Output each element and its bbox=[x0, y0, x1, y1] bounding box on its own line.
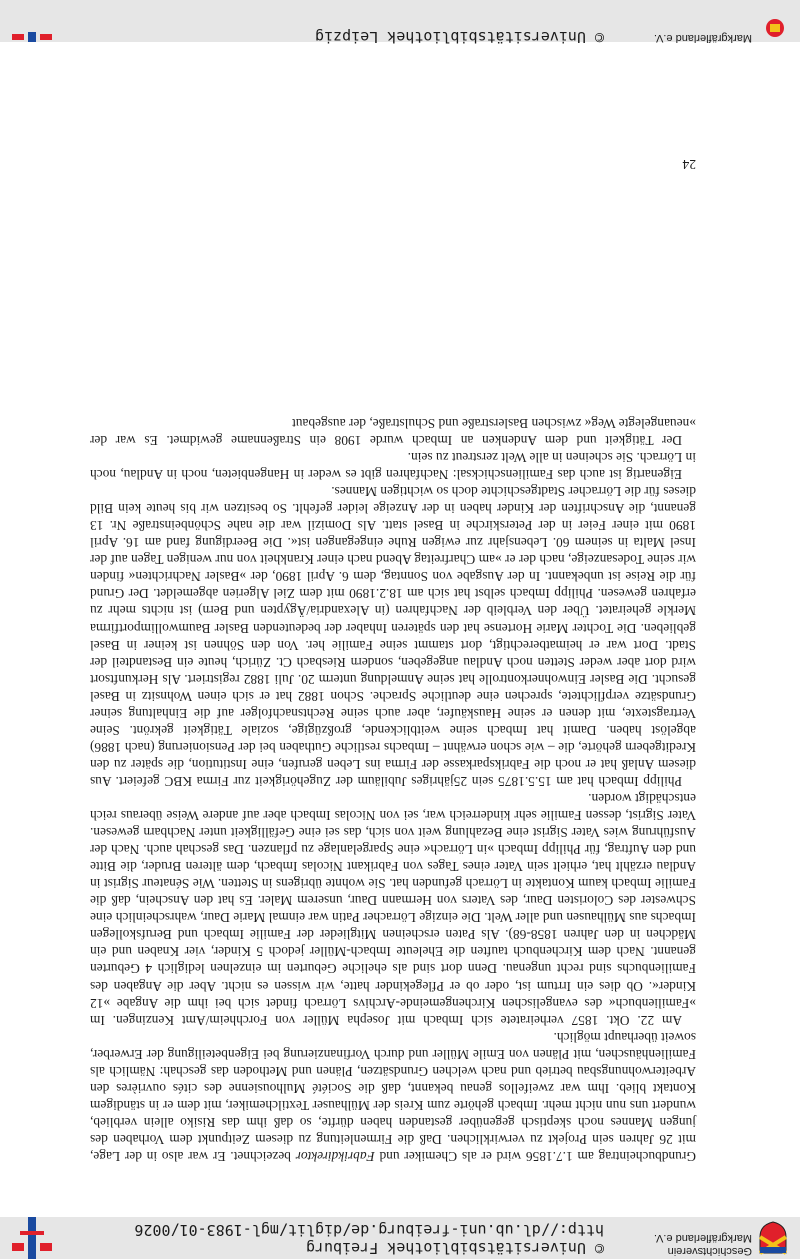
page-number: 24 bbox=[682, 157, 696, 172]
footer-society: Markgräflerland e.V. bbox=[653, 32, 752, 44]
header-bar bbox=[0, 1217, 800, 1259]
paragraph-5: Der Tätigkeit und dem Andenken an Imbach wurde 1908 ein Straßenname gewidmet. Es war der »neuangelegte Weg« zwischen Baslerstraße und Schulstraße, der ausgebaut bbox=[90, 415, 696, 449]
ub-logo-footer-icon bbox=[12, 0, 52, 42]
permalink-url[interactable]: http://dl.ub.uni-freiburg.de/diglit/mgl-1983-01/0026 bbox=[134, 1221, 604, 1239]
footer-library-credit: © Universitätsbibliothek Leipzig bbox=[315, 28, 604, 46]
library-credit: © Universitätsbibliothek Freiburg bbox=[305, 1239, 604, 1257]
society-line-1: Geschichtsverein bbox=[667, 1245, 752, 1257]
paragraph-1 bbox=[90, 1029, 696, 1165]
paragraph-1-text: Grundbucheintrag am 1.7.1856 wird er als Chemiker und bbox=[374, 1149, 696, 1164]
ub-logo-icon bbox=[12, 1217, 52, 1259]
footer-bar bbox=[0, 0, 800, 46]
society-crest-small-icon bbox=[754, 2, 790, 38]
document-body bbox=[90, 415, 696, 1165]
paragraph-3: Philipp Imbach hat am 15.5.1875 sein 25jähriges Jubiläum der Zugehörigkeit zur Firma KBC gefeiert. Aus diesem Anlaß hat er noch die Fabriksparkasse der Firma ins Leben gerufen, eine Institution, die später zu den Kreditgebern gehörte, die – wie schon erwähnt – Imbachs restliche Guthaben bei der Pensionierung (nach 1886) abgelöst haben. Damit hat Imbach seine weitblickende, großzügige, soziale Tätigkeit gekrönt. Seine Vertragstexte, mit denen er seine Hauskäufer, aber auch seine Rechtsnachfolger auf die Einhaltung seiner Grundsätze verpflichtete, sprechen eine deutliche Sprache. Schon 1882 hat er sich einen Wohnsitz in Basel gesucht. Die Basler Einwohnerkontrolle hat seine Anmeldung unterm 20. Juli 1882 registriert. Als Herkunftsort wird dort aber weder Stetten noch Andlau angegeben, sondern Riesbach Ct. Zürich, heute ein Bestandteil der Stadt. Dort war er heimatberechtigt, dort stammt seine Familie her. Von den Söhnen ist keiner in Basel geblieben. Die Tochter Marie Hortense hat den späteren Inhaber der bedeutenden Basler Baumwollimportfirma Merkle geheiratet. Über den Verbleib der Nachfahren (in Alexandria/Ägypten und Bern) ist nichts mehr zu erfahren gewesen. Philipp Imbach selbst hat sich am 18.2.1890 mit dem Ziel Algerien abgemeldet. Der Grund für die Reise ist unbekannt. In der Ausgabe von Sonntag, dem 6. April 1890, der »Basler Nachrichten« finden wir seine Todesanzeige, nach der er »am Charfreitag Abend nach einer Krankheit von nur wenigen Tagen auf der Insel Malta in seinem 60. Lebensjahr zur ewigen Ruhe eingegangen ist«. Die Beerdigung fand am 16. April 1890 mit einer Feier in der Peterskirche in Basel statt. Als Domizil war die nahe Schönbeinstraße Nr. 13 genannt, die Anschriften der Kinder haben in der Anzeige leider gefehlt. So besitzen wir bis heute kein Bild dieses für die Lörracher Stadtgeschichte doch so wichtigen Mannes. bbox=[90, 484, 696, 789]
society-line-2: Markgräflerland e.V. bbox=[653, 1232, 752, 1244]
paragraph-1-tail: bezeichnet. Er war also in der Lage, mit 26 Jahren sein Projekt zu verwirklichen. Daß die Firmenleitung zu diesem Zeitpunkt dem Vorhaben des jungen Mannes noch skeptisch gegenüber gestanden haben dürfte, so daß ihm das Risiko allein verblieb, wundert uns nun nicht mehr. Imbach gehörte zum Kreis der Mülhauser Textilchemiker, mit dem er in ständigem Kontakt blieb. Ihm war zweifellos genau bekannt, daß die Société Mulhousienne des cités ouvrières den Arbeiterwohnungsbau betrieb und nach welchen Grundsätzen, Plänen und Methoden das geschah: Nämlich als Familienhäuschen, mit Plänen von Emile Müller und durch Vorfinanzierung bei Eigenbeteiligung der Erwerber, soweit überhaupt möglich. bbox=[90, 1029, 696, 1164]
emphasis-fabrikdirektor: Fabrikdirektor bbox=[295, 1149, 375, 1164]
society-name bbox=[654, 1231, 752, 1257]
paragraph-4: Eigenartig ist auch das Familienschicksal: Nachfahren gibt es weder in Hangenbieten, noch in Andlau, noch in Lörrach. Sie scheinen in alle Welt zerstreut zu sein. bbox=[90, 450, 696, 483]
paragraph-2: Am 22. Okt. 1857 verheiratete sich Imbach mit Josepha Müller von Forchheim/Amt Kenzingen. Im »Familienbuch« des evangelischen Kirchengemeinde-Archivs Lörrach findet sich bei ihm die Angabe »12 Kinder«. Ob dies ein Irrtum ist, oder ob er Pflegekinder hatte, wir wissen es nicht. Aber die Angaben des Familienbuchs sind recht ungenau. Denn dort sind als eheliche Geburten im einzelnen lediglich 4 Geburten genannt. Nach dem Kirchenbuch tauften die Eheleute Imbach-Müller jedoch 5 Kinder, vier Knaben und ein Mädchen in den Jahren 1858-68). Als Paten erscheinen Mitglieder der Familie Imbach und Berufskollegen Imbachs aus Mülhausen und aller Welt. Die einzige Lörracher Patin war einmal Marie Daur, wahrscheinlich eine Schwester des Coloristen Daur, des Vaters von Hermann Daur, unserem Maler. Es hat den Anschein, daß die Familie Imbach kaum Kontakte in Lörrach gefunden hat. Sie wohnte übrigens in Stetten. Wie Sénateur Sigrist in Andlau erzählt hat, erhielt sein Vater eines Tages von Fabrikant Nicolas Imbach, dem älteren Bruder, die Bitte und den Auftrag, für Philipp Imbach »in Lörrach« eine Spargelanlage zu pflanzen. Das geschah auch. Nach der Ausführung wies Vater Sigrist eine Bezahlung weit von sich, das sei eine Gefälligkeit unter Nachbarn gewesen. Vater Sigrist, dessen Familie sehr kinderreich war, sei von Nicolas Imbach aber auf andere Weise überaus reich entschädigt worden. bbox=[90, 791, 696, 1028]
society-crest-icon bbox=[758, 1221, 788, 1255]
